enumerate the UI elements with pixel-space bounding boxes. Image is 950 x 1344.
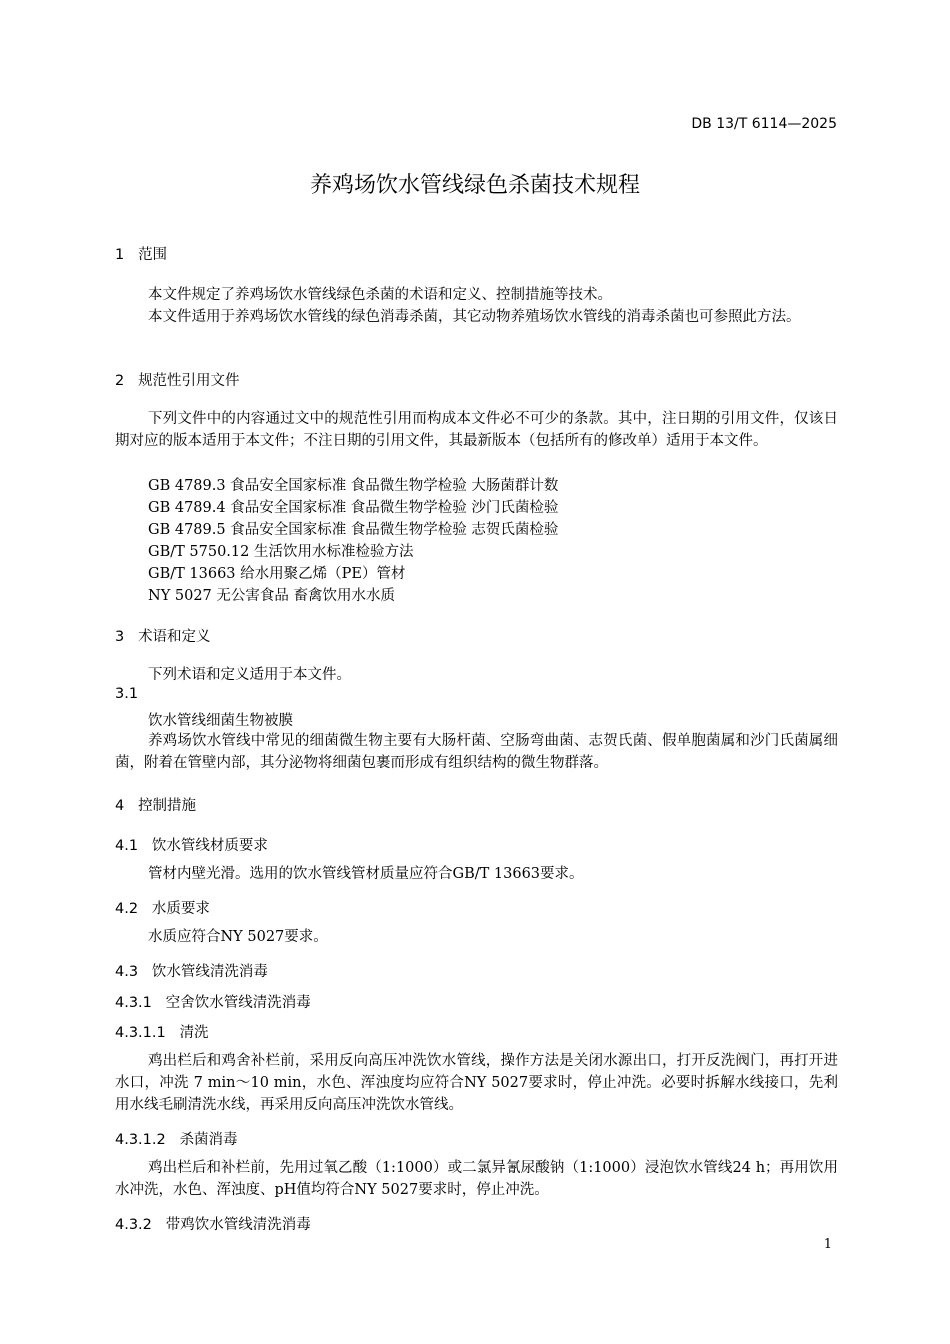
term-name: 饮水管线细菌生物被膜 [148,713,293,729]
subsection-title: 清洗 [179,1025,209,1041]
subsection-heading-4-3 [115,960,268,981]
paragraph: 鸡出栏后和补栏前，先用过氧乙酸（1:1000）或二氯异氰尿酸钠（1:1000）浸泡饮水管线24 h；再用饮用水冲洗，水色、浑浊度、pH值均符合NY 5027要求时，停止冲洗。 [115,1160,838,1198]
document-title: 养鸡场饮水管线绿色杀菌技术规程 [309,173,640,198]
section-title: 规范性引用文件 [138,373,240,389]
subsection-number: 4.2 [115,901,139,917]
section-title: 范围 [138,247,168,263]
reference-item: GB 4789.4 食品安全国家标准 食品微生物学检验 沙门氏菌检验 [148,500,559,516]
subsection-title: 带鸡饮水管线清洗消毒 [165,1217,311,1233]
reference-item: NY 5027 无公害食品 畜禽饮用水水质 [148,588,395,604]
section-heading-4 [115,794,196,815]
section-title: 术语和定义 [138,629,211,645]
paragraph: 管材内壁光滑。选用的饮水管线管材质量应符合GB/T 13663要求。 [148,866,584,882]
section-heading-3 [115,625,211,646]
reference-item: GB/T 13663 给水用聚乙烯（PE）管材 [148,566,406,582]
subsection-heading-4-3-1-2 [115,1128,238,1149]
paragraph: 本文件规定了养鸡场饮水管线绿色杀菌的术语和定义、控制措施等技术。 [148,287,612,303]
subsection-title: 杀菌消毒 [179,1132,238,1148]
document-code: DB 13/T 6114—2025 [691,116,837,132]
section-number: 3 [115,629,125,645]
subsection-number: 4.3 [115,964,139,980]
paragraph: 本文件适用于养鸡场饮水管线的绿色消毒杀菌，其它动物养殖场饮水管线的消毒杀菌也可参照此方法。 [148,309,801,325]
reference-item: GB 4789.3 食品安全国家标准 食品微生物学检验 大肠菌群计数 [148,478,559,494]
subsection-heading-4-3-1-1 [115,1021,209,1042]
section-number: 1 [115,247,125,263]
subsection-title: 饮水管线清洗消毒 [151,964,268,980]
subsection-title: 饮水管线材质要求 [151,838,268,854]
section-heading-2 [115,369,240,390]
subsection-heading-4-3-2 [115,1213,311,1234]
term-number: 3.1 [115,686,139,702]
subsection-heading-4-3-1 [115,991,311,1012]
subsection-number: 4.3.1.2 [115,1132,166,1148]
reference-item: GB 4789.5 食品安全国家标准 食品微生物学检验 志贺氏菌检验 [148,522,559,538]
subsection-heading-4-2 [115,897,210,918]
page-number: 1 [823,1237,832,1252]
subsection-number: 4.3.2 [115,1217,152,1233]
subsection-number: 4.3.1 [115,995,152,1011]
paragraph: 水质应符合NY 5027要求。 [148,929,328,945]
paragraph: 鸡出栏后和鸡舍补栏前，采用反向高压冲洗饮水管线，操作方法是关闭水源出口，打开反洗阀门，再打开进水口，冲洗 7 min～10 min，水色、浑浊度均应符合NY 5027要求时，停止冲洗。必要时拆解水线接口，先利用水线毛刷清洗水线，再采用反向高压冲洗饮水管线。 [115,1053,838,1113]
section-heading-1 [115,243,167,264]
subsection-number: 4.3.1.1 [115,1025,166,1041]
section-title: 控制措施 [138,798,197,814]
term-definition: 养鸡场饮水管线中常见的细菌微生物主要有大肠杆菌、空肠弯曲菌、志贺氏菌、假单胞菌属和沙门氏菌属细菌，附着在管壁内部，其分泌物将细菌包裹而形成有组织结构的微生物群落。 [115,733,838,771]
subsection-heading-4-1 [115,834,268,855]
reference-item: GB/T 5750.12 生活饮用水标准检验方法 [148,544,414,560]
subsection-number: 4.1 [115,838,139,854]
section-number: 4 [115,798,125,814]
paragraph: 下列文件中的内容通过文中的规范性引用而构成本文件必不可少的条款。其中，注日期的引用文件，仅该日期对应的版本适用于本文件；不注日期的引用文件，其最新版本（包括所有的修改单）适用于本文件。 [115,411,838,449]
subsection-title: 水质要求 [151,901,210,917]
paragraph: 下列术语和定义适用于本文件。 [148,667,351,683]
subsection-title: 空舍饮水管线清洗消毒 [165,995,311,1011]
section-number: 2 [115,373,125,389]
